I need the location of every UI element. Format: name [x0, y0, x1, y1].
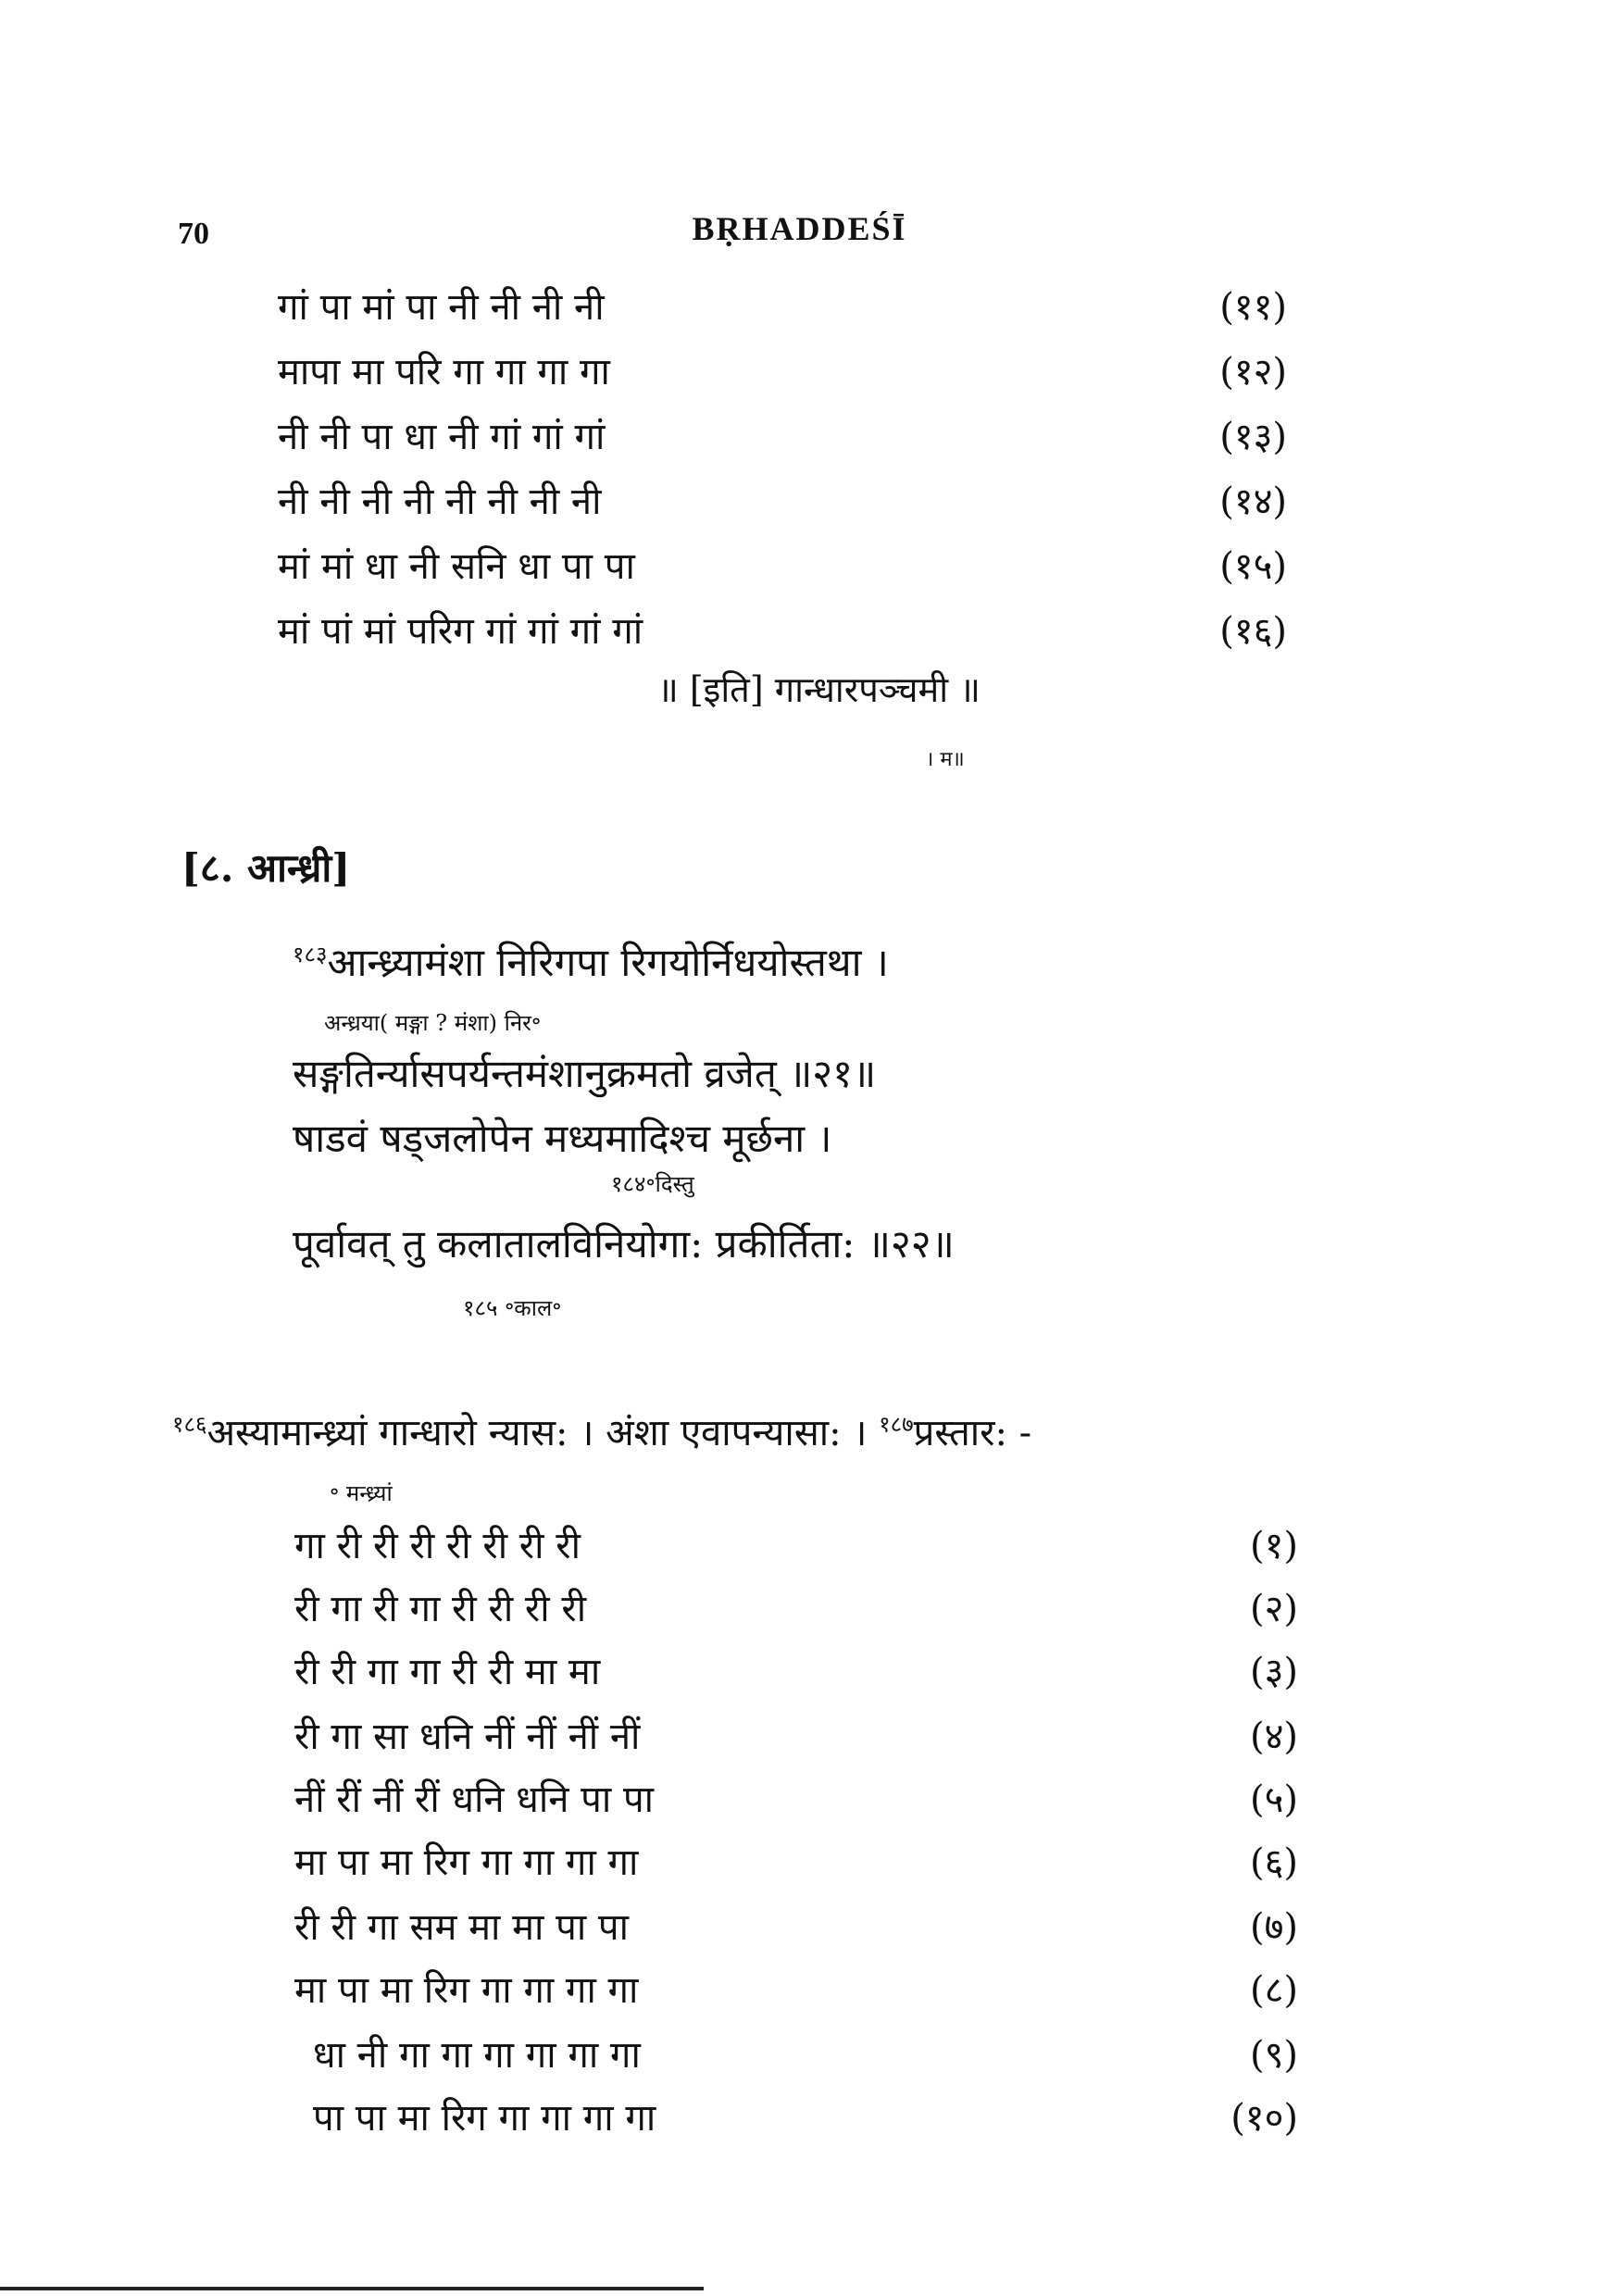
pattern-number: (१४): [1219, 480, 1287, 523]
section-heading: [८. आन्ध्री]: [181, 845, 351, 891]
pattern-line: मां पां मां परिग गां गां गां गां: [278, 610, 643, 653]
pattern-line: मां मां धा नी सनि धा पा पा: [278, 545, 635, 588]
pattern-line: मा पा मा रिग गा गा गा गा: [294, 1969, 639, 2012]
pattern-number: (२): [1249, 1588, 1298, 1630]
pattern-line: नी नी पा धा नी गां गां गां: [278, 416, 606, 458]
pattern-line: नी नी नी नी नी नी नी नी: [278, 480, 602, 523]
verse-line-1: [293, 935, 889, 988]
pattern-number: (४): [1249, 1716, 1298, 1758]
variant-reading: १८५ ॰काल॰: [463, 1295, 562, 1321]
prose-line: [172, 1405, 1031, 1456]
pattern-line: गां पा मां पा नी नी नी नी: [278, 286, 605, 329]
verse-text: आन्ध्र्यामंशा निरिगपा रिगयोर्निधयोस्तथा ।: [327, 940, 889, 985]
colophon: ॥ [इति] गान्धारपञ्चमी ॥: [657, 669, 981, 710]
pattern-line: मा पा मा रिग गा गा गा गा: [294, 1841, 639, 1884]
pattern-line: धा नी गा गा गा गा गा गा: [313, 2034, 641, 2077]
pattern-number: (३): [1249, 1651, 1298, 1693]
footnote-marker: १८३: [293, 942, 328, 967]
footnote-marker: १८७: [879, 1411, 914, 1438]
pattern-number: (१६): [1219, 610, 1287, 653]
pattern-line: गा री री री री री री री: [294, 1525, 581, 1567]
pattern-number: (१०): [1230, 2097, 1298, 2140]
verse-line-2: सङ्गतिर्न्यासपर्यन्तमंशानुक्रमतो व्रजेत् ॥२१॥: [293, 1051, 877, 1096]
pattern-number: (१२): [1219, 351, 1287, 393]
pattern-number: (१): [1249, 1525, 1298, 1567]
variant-reading: ॰ मन्ध्र्यां: [330, 1480, 393, 1506]
pattern-line: री गा सा धनि नीं नीं नीं नीं: [294, 1716, 641, 1758]
pattern-number: (९): [1249, 2034, 1298, 2077]
scan-edge-rule: [0, 2287, 704, 2290]
pattern-number: (१३): [1219, 416, 1287, 458]
colophon-note: । म॥: [926, 748, 965, 771]
pattern-number: (६): [1249, 1841, 1298, 1884]
verse-line-4: पूर्वावत् तु कलातालविनियोगा: प्रकीर्तिता: ॥२२॥: [293, 1221, 955, 1267]
footnote-marker: १८६: [172, 1411, 207, 1438]
pattern-number: (८): [1249, 1969, 1298, 2012]
pattern-number: (७): [1249, 1906, 1298, 1949]
pattern-number: (११): [1219, 286, 1287, 329]
pattern-line: पा पा मा रिग गा गा गा गा: [313, 2097, 656, 2140]
pattern-number: (१५): [1219, 545, 1287, 588]
prose-text: प्रस्तार: -: [913, 1412, 1032, 1454]
page-number: 70: [178, 217, 209, 251]
pattern-line: री री गा गा री री मा मा: [294, 1651, 601, 1693]
prose-text: अस्यामान्ध्र्यां गान्धारो न्यास: । अंशा एवापन्यासा: ।: [206, 1412, 880, 1454]
variant-reading: १८४॰दिस्तु: [611, 1171, 694, 1197]
variant-reading: अन्ध्रया( मङ्गा ? मंशा) निर॰: [324, 1010, 542, 1036]
pattern-line: नीं रीं नीं रीं धनि धनि पा पा: [294, 1778, 655, 1821]
pattern-line: री री गा सम मा मा पा पा: [294, 1906, 630, 1949]
pattern-line: री गा री गा री री री री: [294, 1588, 587, 1630]
verse-line-3: षाडवं षड्जलोपेन मध्यमादिश्च मूर्छना ।: [293, 1116, 832, 1161]
pattern-line: मापा मा परि गा गा गा गा: [278, 351, 610, 393]
running-title: BṚHADDEŚĪ: [692, 210, 907, 247]
pattern-number: (५): [1249, 1778, 1298, 1821]
